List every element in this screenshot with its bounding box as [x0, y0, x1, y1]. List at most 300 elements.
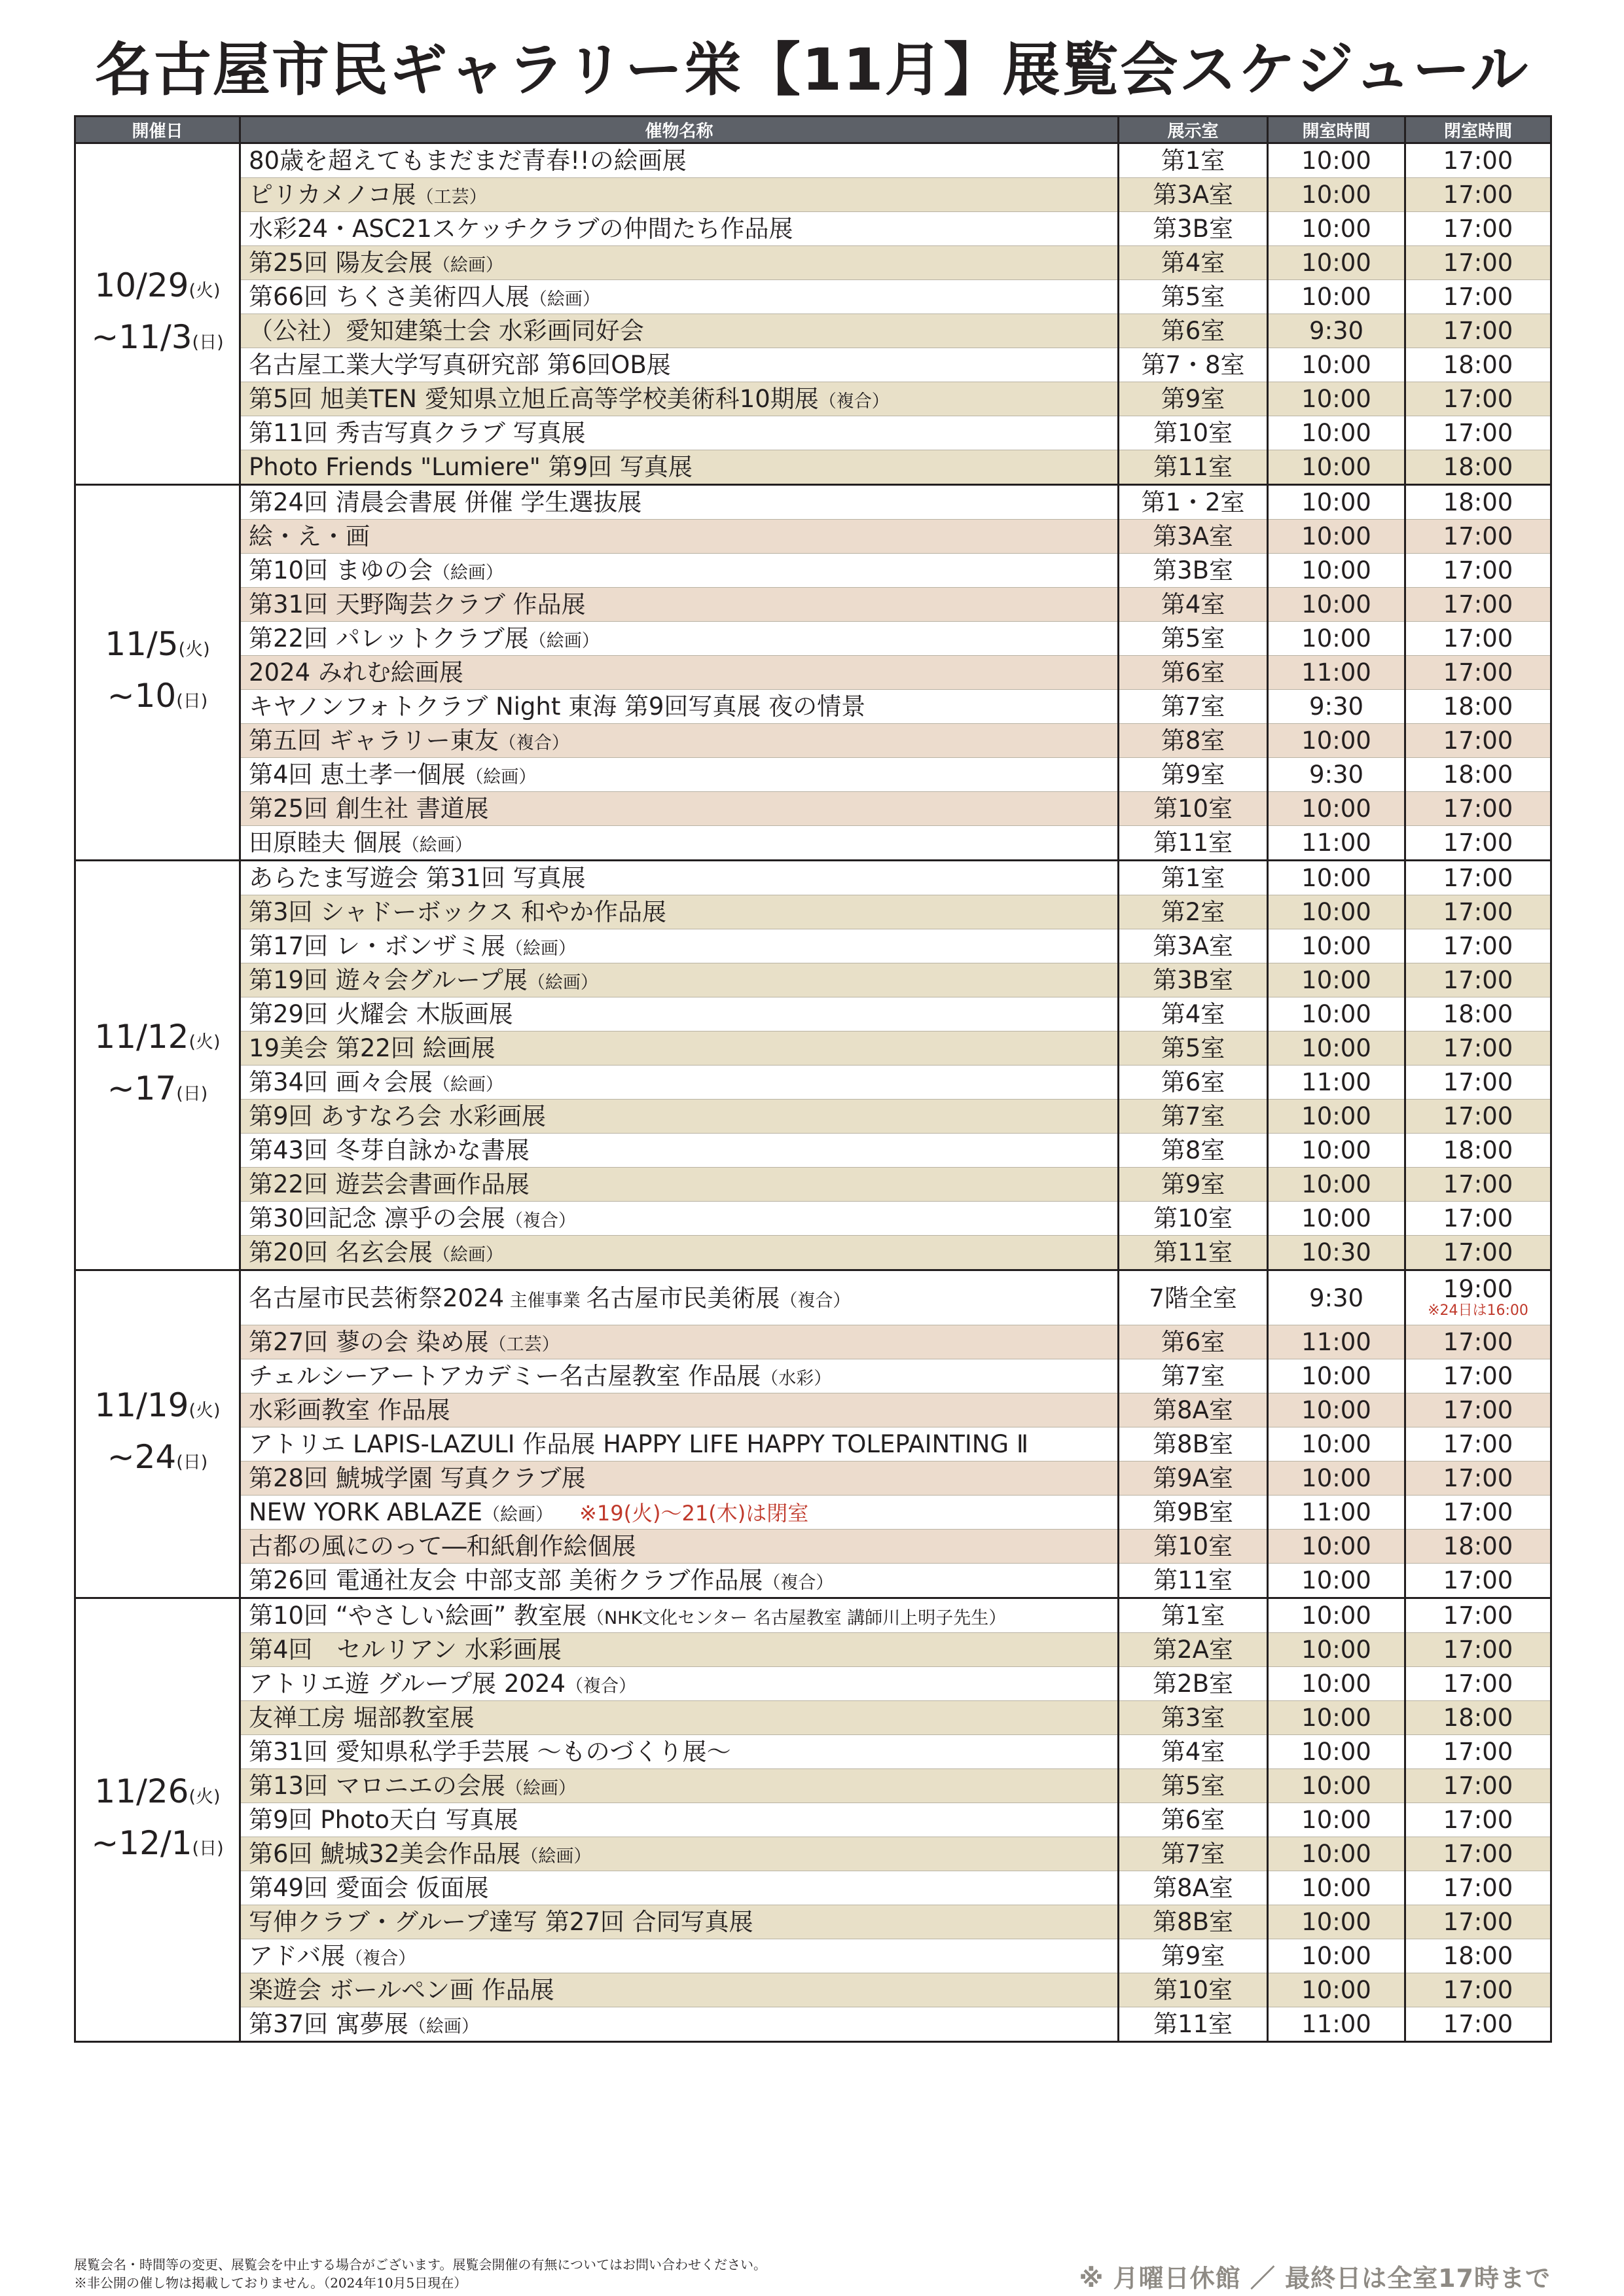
event-name-cell — [240, 1803, 1119, 1837]
close-time: 19:00 — [1443, 1275, 1513, 1303]
room-cell: 第2室 — [1119, 895, 1268, 929]
close-time-cell: 17:00 — [1405, 2007, 1551, 2042]
open-time-cell: 10:00 — [1268, 1393, 1405, 1427]
date-cell — [75, 1270, 240, 1598]
event-name: 第10回 “やさしい絵画” 教室展 — [249, 1602, 586, 1630]
event-category: （絵画） — [408, 2017, 479, 2037]
event-name-cell — [240, 792, 1119, 826]
event-name: 80歳を超えてもまだまだ青春!!の絵画展 — [249, 147, 687, 175]
event-organizer-tag: 主催事業 — [504, 1290, 586, 1311]
event-name: 田原睦夫 個展 — [249, 829, 402, 857]
date-end-line — [76, 1434, 239, 1486]
close-time-cell: 17:00 — [1405, 861, 1551, 895]
room-cell: 第6室 — [1119, 1066, 1268, 1100]
event-name: 第25回 創生社 書道展 — [249, 795, 489, 823]
room-cell: 第9A室 — [1119, 1462, 1268, 1496]
dow-end: (日) — [176, 691, 208, 711]
date-start: 11/5 — [105, 624, 179, 663]
event-name: 絵・え・画 — [249, 522, 370, 550]
event-category: （NHK文化センター 名古屋教室 講師川上明子先生） — [586, 1608, 1007, 1628]
event-name-cell — [240, 622, 1119, 656]
event-name: 第31回 愛知県私学手芸展 ～ものづくり展～ — [249, 1738, 731, 1766]
table-row — [75, 1803, 1551, 1837]
close-time-cell: 17:00 — [1405, 1633, 1551, 1667]
room-cell: 第2B室 — [1119, 1667, 1268, 1701]
open-time-cell: 9:30 — [1268, 314, 1405, 348]
event-name: Photo Friends "Lumiere" 第9回 写真展 — [249, 453, 693, 481]
close-time-cell: 18:00 — [1405, 485, 1551, 520]
table-row — [75, 450, 1551, 485]
table-row — [75, 963, 1551, 997]
event-name: 第五回 ギャラリー東友 — [249, 726, 499, 755]
table-row — [75, 656, 1551, 690]
event-category: （工芸） — [416, 187, 487, 207]
close-time-cell: 17:00 — [1405, 1325, 1551, 1359]
table-row — [75, 1871, 1551, 1905]
close-time-cell: 17:00 — [1405, 656, 1551, 690]
event-name: 第22回 遊芸会書画作品展 — [249, 1170, 530, 1198]
event-category: （絵画） — [401, 835, 473, 855]
room-cell: 第8A室 — [1119, 1871, 1268, 1905]
room-cell: 第3室 — [1119, 1701, 1268, 1735]
room-cell: 第8B室 — [1119, 1427, 1268, 1462]
room-cell: 第3A室 — [1119, 929, 1268, 963]
open-time-cell: 10:00 — [1268, 1462, 1405, 1496]
close-time-cell: 17:00 — [1405, 588, 1551, 622]
header-close: 閉室時間 — [1405, 117, 1551, 143]
event-category: （複合） — [565, 1676, 636, 1696]
open-time-cell: 10:00 — [1268, 1939, 1405, 1973]
event-name: 第6回 鯱城32美会作品展 — [249, 1840, 521, 1868]
close-time-cell: 17:00 — [1405, 1769, 1551, 1803]
event-name-cell — [240, 690, 1119, 724]
event-name-cell — [240, 212, 1119, 246]
event-name-cell — [240, 758, 1119, 792]
open-time-cell: 10:00 — [1268, 997, 1405, 1031]
table-row — [75, 724, 1551, 758]
open-time-cell: 10:00 — [1268, 588, 1405, 622]
closing-note: ※ 月曜日休館 ／ 最終日は全室17時まで — [1079, 2264, 1551, 2293]
event-category: （複合） — [505, 1211, 576, 1231]
open-time-cell: 10:00 — [1268, 1803, 1405, 1837]
table-row — [75, 1066, 1551, 1100]
room-cell: 第11室 — [1119, 2007, 1268, 2042]
close-time-cell: 17:00 — [1405, 416, 1551, 450]
open-time-cell: 10:00 — [1268, 554, 1405, 588]
table-row — [75, 520, 1551, 554]
open-time-cell: 10:00 — [1268, 348, 1405, 382]
event-category: （絵画） — [527, 973, 598, 993]
table-row — [75, 1701, 1551, 1735]
event-name-cell — [240, 1564, 1119, 1598]
room-cell: 第10室 — [1119, 792, 1268, 826]
date-start: 11/12 — [94, 1017, 189, 1056]
event-name: アドバ展 — [249, 1942, 346, 1970]
open-time-cell: 11:00 — [1268, 656, 1405, 690]
event-name: 写伸クラブ・グループ達写 第27回 合同写真展 — [249, 1908, 753, 1936]
table-row — [75, 1735, 1551, 1769]
table-row — [75, 826, 1551, 861]
room-cell: 第3A室 — [1119, 520, 1268, 554]
close-time-cell: 17:00 — [1405, 1168, 1551, 1202]
event-category: （複合） — [345, 1948, 416, 1969]
room-cell: 第8B室 — [1119, 1905, 1268, 1939]
close-time-cell: 18:00 — [1405, 450, 1551, 485]
open-time-cell: 10:00 — [1268, 1202, 1405, 1236]
event-name-cell — [240, 724, 1119, 758]
event-category: （複合） — [498, 733, 569, 753]
event-name-cell — [240, 485, 1119, 520]
event-name: （公社）愛知建築士会 水彩画同好会 — [249, 317, 644, 345]
event-name: 友禅工房 堀部教室展 — [249, 1704, 475, 1732]
event-category: （絵画） — [432, 1075, 503, 1095]
event-name-cell — [240, 1462, 1119, 1496]
open-time-cell: 10:00 — [1268, 1031, 1405, 1066]
table-row — [75, 690, 1551, 724]
event-name-cell — [240, 588, 1119, 622]
event-name-cell — [240, 1701, 1119, 1735]
event-name-cell — [240, 656, 1119, 690]
open-time-cell: 10:00 — [1268, 1134, 1405, 1168]
table-row — [75, 212, 1551, 246]
event-name-cell — [240, 348, 1119, 382]
open-time-cell: 10:00 — [1268, 382, 1405, 416]
event-name-cell — [240, 826, 1119, 861]
room-cell: 第3B室 — [1119, 963, 1268, 997]
room-cell: 第3B室 — [1119, 212, 1268, 246]
date-start: 11/19 — [94, 1386, 189, 1424]
table-row — [75, 382, 1551, 416]
table-row — [75, 1939, 1551, 1973]
event-name-cell — [240, 1769, 1119, 1803]
room-cell: 第7室 — [1119, 1359, 1268, 1393]
close-time-cell: 17:00 — [1405, 1393, 1551, 1427]
table-row — [75, 1325, 1551, 1359]
table-row — [75, 1667, 1551, 1701]
open-time-cell: 9:30 — [1268, 690, 1405, 724]
close-time-cell: 17:00 — [1405, 1837, 1551, 1871]
date-start-line — [76, 621, 239, 673]
room-cell: 第5室 — [1119, 622, 1268, 656]
event-category: （複合） — [818, 391, 890, 412]
room-cell: 第4室 — [1119, 1735, 1268, 1769]
event-name: 第29回 火耀会 木版画展 — [249, 1000, 513, 1028]
date-cell — [75, 143, 240, 485]
close-time-cell: 17:00 — [1405, 212, 1551, 246]
date-end: ~12/1 — [91, 1823, 192, 1862]
dow-end: (日) — [192, 332, 224, 353]
footer-notes — [74, 2255, 977, 2292]
date-start: 10/29 — [94, 266, 189, 304]
close-time-cell: 17:00 — [1405, 280, 1551, 314]
table-row — [75, 314, 1551, 348]
table-row — [75, 588, 1551, 622]
room-cell: 第11室 — [1119, 1564, 1268, 1598]
event-name-cell — [240, 1236, 1119, 1270]
event-name-cell — [240, 1667, 1119, 1701]
room-cell: 第5室 — [1119, 1769, 1268, 1803]
event-name: 19美会 第22回 絵画展 — [249, 1034, 496, 1062]
table-header-row — [75, 117, 1551, 143]
close-time-cell: 18:00 — [1405, 1939, 1551, 1973]
event-name: 名古屋市民芸術祭2024 — [249, 1283, 505, 1312]
header-date: 開催日 — [75, 117, 240, 143]
date-start-line — [76, 262, 239, 314]
event-category: （絵画） — [432, 255, 503, 276]
room-cell: 第3A室 — [1119, 178, 1268, 212]
open-time-cell: 11:00 — [1268, 1066, 1405, 1100]
table-row — [75, 792, 1551, 826]
open-time-cell: 10:00 — [1268, 1100, 1405, 1134]
date-end-line — [76, 1820, 239, 1872]
room-cell: 第10室 — [1119, 1202, 1268, 1236]
open-time-cell: 10:00 — [1268, 212, 1405, 246]
close-time-cell: 17:00 — [1405, 929, 1551, 963]
event-name-cell — [240, 246, 1119, 280]
dow-end: (日) — [192, 1838, 224, 1859]
table-row — [75, 1168, 1551, 1202]
close-time-cell: 17:00 — [1405, 826, 1551, 861]
close-time-cell: 17:00 — [1405, 1462, 1551, 1496]
table-row — [75, 861, 1551, 895]
event-name: 第30回記念 凛乎の会展 — [249, 1204, 505, 1232]
close-time-cell: 17:00 — [1405, 963, 1551, 997]
event-name: 第4回 恵土孝一個展 — [249, 761, 466, 789]
open-time-cell: 10:00 — [1268, 1905, 1405, 1939]
event-category: （絵画） — [505, 1778, 576, 1799]
table-row — [75, 1496, 1551, 1530]
close-time-cell: 17:00 — [1405, 520, 1551, 554]
date-start-line — [76, 1768, 239, 1820]
room-cell: 第11室 — [1119, 450, 1268, 485]
open-time-cell: 10:00 — [1268, 1735, 1405, 1769]
event-name: 第66回 ちくさ美術四人展 — [249, 283, 530, 311]
table-row — [75, 1270, 1551, 1325]
table-row — [75, 2007, 1551, 2042]
event-category: （絵画） — [520, 1846, 592, 1867]
event-name-cell — [240, 382, 1119, 416]
event-name: 第24回 清晨会書展 併催 学生選抜展 — [249, 488, 642, 516]
table-row — [75, 416, 1551, 450]
event-name-cell — [240, 1393, 1119, 1427]
open-time-cell: 10:00 — [1268, 1359, 1405, 1393]
event-name-cell — [240, 997, 1119, 1031]
close-time-cell: 18:00 — [1405, 997, 1551, 1031]
close-time-cell: 17:00 — [1405, 1359, 1551, 1393]
table-row — [75, 554, 1551, 588]
event-name: 第49回 愛面会 仮面展 — [249, 1874, 489, 1902]
open-time-cell: 10:00 — [1268, 861, 1405, 895]
event-name-cell — [240, 416, 1119, 450]
date-end-line — [76, 1066, 239, 1117]
event-name: 第34回 画々会展 — [249, 1068, 433, 1096]
event-name: 水彩画教室 作品展 — [249, 1396, 450, 1424]
close-time-cell: 17:00 — [1405, 1031, 1551, 1066]
room-cell: 第11室 — [1119, 826, 1268, 861]
event-name: 第13回 マロニエの会展 — [249, 1772, 505, 1800]
date-cell — [75, 861, 240, 1270]
event-category: （絵画） — [432, 1245, 503, 1265]
event-name: 第11回 秀吉写真クラブ 写真展 — [249, 419, 586, 447]
close-time-cell: 17:00 — [1405, 1598, 1551, 1633]
room-cell: 第8室 — [1119, 1134, 1268, 1168]
open-time-cell: 10:00 — [1268, 622, 1405, 656]
room-cell: 第11室 — [1119, 1236, 1268, 1270]
event-name-cell — [240, 520, 1119, 554]
event-name-cell — [240, 1031, 1119, 1066]
event-name: 第9回 Photo天白 写真展 — [249, 1806, 518, 1834]
table-row — [75, 895, 1551, 929]
table-row — [75, 1973, 1551, 2007]
room-cell: 第9室 — [1119, 382, 1268, 416]
open-time-cell: 10:00 — [1268, 1769, 1405, 1803]
table-row — [75, 178, 1551, 212]
open-time-cell: 11:00 — [1268, 2007, 1405, 2042]
room-cell: 第6室 — [1119, 656, 1268, 690]
event-name-cell — [240, 1735, 1119, 1769]
close-time-cell: 17:00 — [1405, 1871, 1551, 1905]
open-time-cell: 10:30 — [1268, 1236, 1405, 1270]
dow-start: (火) — [178, 639, 210, 660]
close-time-cell: 18:00 — [1405, 758, 1551, 792]
event-name-cell — [240, 1939, 1119, 1973]
table-row — [75, 1769, 1551, 1803]
room-cell: 第1室 — [1119, 861, 1268, 895]
close-time-cell: 17:00 — [1405, 554, 1551, 588]
footer-note-1: 展覧会名・時間等の変更、展覧会を中止する場合がございます。展覧会開催の有無についてはお問い合わせください。 — [74, 2257, 767, 2272]
event-name: アトリエ LAPIS-LAZULI 作品展 HAPPY LIFE HAPPY TOLEPAINTING Ⅱ — [249, 1430, 1029, 1458]
event-name-cell — [240, 963, 1119, 997]
room-cell: 第5室 — [1119, 280, 1268, 314]
open-time-cell: 10:00 — [1268, 1564, 1405, 1598]
close-time-cell: 17:00 — [1405, 178, 1551, 212]
event-name-cell — [240, 1905, 1119, 1939]
close-time-cell: 17:00 — [1405, 1667, 1551, 1701]
open-time-cell: 10:00 — [1268, 1427, 1405, 1462]
close-time-cell: 18:00 — [1405, 1134, 1551, 1168]
event-category: （複合） — [763, 1573, 834, 1593]
header-open: 開室時間 — [1268, 117, 1405, 143]
dow-start: (火) — [189, 280, 221, 301]
event-category: （絵画） — [482, 1505, 554, 1525]
event-name: 楽遊会 ボールペン画 作品展 — [249, 1976, 554, 2004]
event-name: 第9回 あすなろ会 水彩画展 — [249, 1102, 547, 1130]
open-time-cell: 10:00 — [1268, 485, 1405, 520]
close-time-cell — [1405, 1270, 1551, 1325]
close-time-cell: 17:00 — [1405, 314, 1551, 348]
event-name: 第5回 旭美TEN 愛知県立旭丘高等学校美術科10期展 — [249, 385, 819, 413]
table-row — [75, 246, 1551, 280]
event-name-cell — [240, 1598, 1119, 1633]
event-name-cell — [240, 450, 1119, 485]
table-row — [75, 1202, 1551, 1236]
event-name-cell — [240, 1134, 1119, 1168]
open-time-cell: 10:00 — [1268, 1871, 1405, 1905]
table-row — [75, 1462, 1551, 1496]
room-cell: 第10室 — [1119, 1973, 1268, 2007]
close-time-cell: 17:00 — [1405, 1735, 1551, 1769]
close-time-cell: 17:00 — [1405, 622, 1551, 656]
event-name: 第17回 レ・ボンザミ展 — [249, 932, 505, 960]
table-row — [75, 997, 1551, 1031]
event-category: （水彩） — [761, 1369, 832, 1389]
close-time-cell: 17:00 — [1405, 1100, 1551, 1134]
date-end: ~10 — [107, 676, 177, 715]
table-row — [75, 1598, 1551, 1633]
room-cell: 第1・2室 — [1119, 485, 1268, 520]
table-row — [75, 1236, 1551, 1270]
room-cell: 第2A室 — [1119, 1633, 1268, 1667]
room-cell: 第7室 — [1119, 690, 1268, 724]
event-name-cell — [240, 1100, 1119, 1134]
close-time-cell: 17:00 — [1405, 792, 1551, 826]
room-cell: 第4室 — [1119, 997, 1268, 1031]
event-name-cell — [240, 895, 1119, 929]
close-time-cell: 17:00 — [1405, 1496, 1551, 1530]
open-time-cell: 10:00 — [1268, 1168, 1405, 1202]
open-time-cell: 10:00 — [1268, 246, 1405, 280]
close-time-cell: 17:00 — [1405, 382, 1551, 416]
event-name: ピリカメノコ展 — [249, 181, 416, 209]
open-time-cell: 11:00 — [1268, 826, 1405, 861]
date-cell — [75, 1598, 240, 2042]
dow-start: (火) — [189, 1786, 221, 1807]
date-start: 11/26 — [94, 1772, 189, 1810]
event-category: （絵画） — [432, 563, 503, 583]
event-closure-note: ※19(火)～21(木)は閉室 — [579, 1501, 809, 1526]
room-cell: 第9室 — [1119, 1939, 1268, 1973]
open-time-cell: 10:00 — [1268, 1837, 1405, 1871]
event-name-cell — [240, 1168, 1119, 1202]
table-row — [75, 1633, 1551, 1667]
event-name: 第37回 寓夢展 — [249, 2010, 408, 2038]
room-cell: 第3B室 — [1119, 554, 1268, 588]
room-cell: 第9B室 — [1119, 1496, 1268, 1530]
dow-end: (日) — [176, 1083, 208, 1104]
event-name-cell — [240, 1633, 1119, 1667]
event-name: あらたま写遊会 第31回 写真展 — [249, 864, 586, 892]
event-category: （絵画） — [465, 767, 537, 787]
room-cell: 第7室 — [1119, 1100, 1268, 1134]
event-category: （工芸） — [488, 1335, 560, 1355]
open-time-cell: 10:00 — [1268, 143, 1405, 178]
date-end: ~24 — [107, 1438, 177, 1476]
open-time-cell: 10:00 — [1268, 1701, 1405, 1735]
event-name: キヤノンフォトクラブ Night 東海 第9回写真展 夜の情景 — [249, 692, 866, 721]
dow-start: (火) — [189, 1031, 221, 1052]
close-time-cell: 18:00 — [1405, 1530, 1551, 1564]
event-name: 第3回 シャドーボックス 和やか作品展 — [249, 898, 666, 926]
table-row — [75, 1564, 1551, 1598]
open-time-cell: 10:00 — [1268, 792, 1405, 826]
open-time-cell: 10:00 — [1268, 963, 1405, 997]
event-name-cell — [240, 1066, 1119, 1100]
room-cell: 第4室 — [1119, 246, 1268, 280]
open-time-cell: 10:00 — [1268, 1530, 1405, 1564]
event-name: 名古屋工業大学写真研究部 第6回OB展 — [249, 351, 671, 379]
close-time-cell: 17:00 — [1405, 1973, 1551, 2007]
room-cell: 第1室 — [1119, 1598, 1268, 1633]
open-time-cell: 10:00 — [1268, 895, 1405, 929]
event-name-cell — [240, 929, 1119, 963]
date-end: ~17 — [107, 1069, 177, 1107]
room-cell: 第10室 — [1119, 416, 1268, 450]
open-time-cell: 10:00 — [1268, 178, 1405, 212]
close-time-cell: 17:00 — [1405, 1202, 1551, 1236]
room-cell: 第5室 — [1119, 1031, 1268, 1066]
date-end-line — [76, 314, 239, 366]
header-name: 催物名称 — [240, 117, 1119, 143]
